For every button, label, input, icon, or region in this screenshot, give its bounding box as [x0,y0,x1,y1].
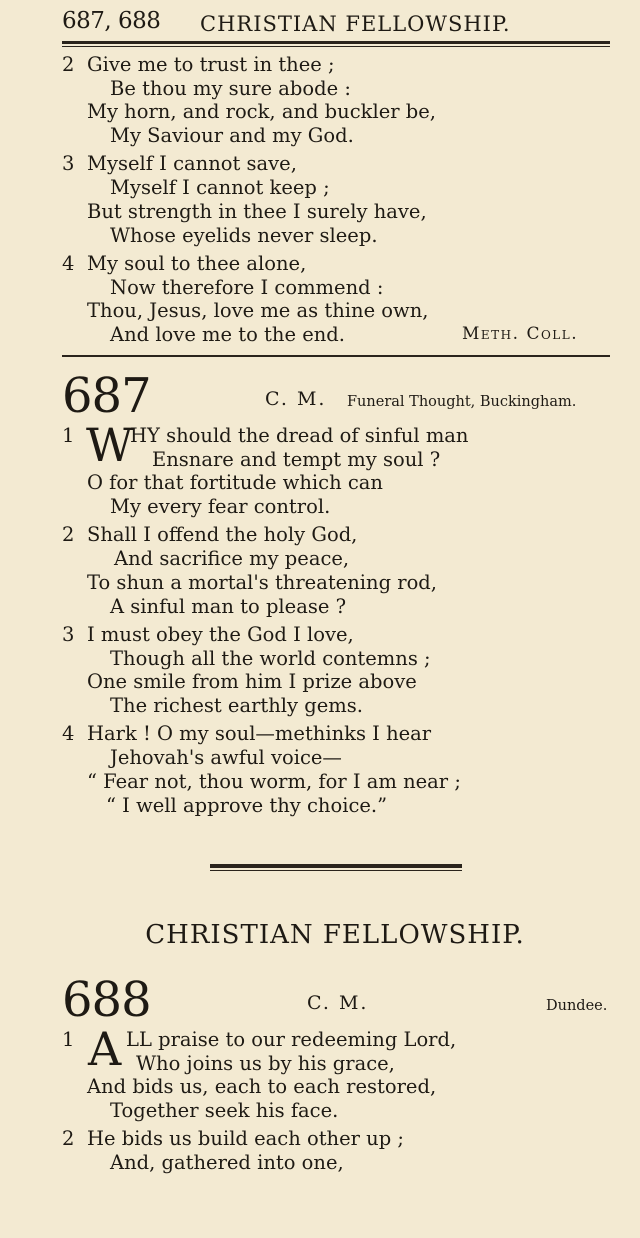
verse-line: And love me to the end. [110,323,345,346]
verse-line: And, gathered into one, [110,1151,344,1174]
verse-line: My horn, and rock, and buckler be, [87,100,436,123]
hymn-number: 687 [62,368,151,424]
verse-number: 3 [62,152,75,175]
verse-line: And bids us, each to each restored, [87,1075,437,1098]
verse-line: LL praise to our redeeming Lord, [126,1028,457,1051]
verse-line: Jehovah's awful voice— [110,746,342,769]
verse-number: 2 [62,523,75,546]
verse-number: 1 [62,424,75,447]
verse-line: My Saviour and my God. [110,124,354,147]
ornamental-rule [210,864,462,871]
verse-line: He bids us build each other up ; [87,1127,404,1150]
verse-line: Myself I cannot keep ; [110,176,330,199]
drop-cap: A [88,1022,122,1076]
running-head [62,6,610,38]
verse-number: 2 [62,1127,75,1150]
verse-line: O for that fortitude which can [87,471,383,494]
section-title: CHRISTIAN FELLOWSHIP. [145,920,525,950]
running-head-title: CHRISTIAN FELLOWSHIP. [200,12,511,36]
verse-line: Shall I offend the holy God, [87,523,358,546]
verse-line: HY should the dread of sinful man [130,424,469,447]
running-head-numbers: 687, 688 [62,8,161,34]
verse-line: Whose eyelids never sleep. [110,224,378,247]
verse-line: A sinful man to please ? [110,595,347,618]
verse-line: Be thou my sure abode : [110,77,351,100]
verse-line: Now therefore I commend : [110,276,384,299]
hymn-meter: C. M. [265,388,327,410]
hymn-tune: Dundee. [546,998,608,1014]
verse-line: Hark ! O my soul—methinks I hear [87,722,432,745]
verse-line: Though all the world contemns ; [110,647,431,670]
verse-number: 2 [62,53,75,76]
verse-line: My soul to thee alone, [87,252,307,275]
hymn-divider [62,355,610,357]
verse-line: The richest earthly gems. [110,694,363,717]
verse-line: Thou, Jesus, love me as thine own, [87,299,429,322]
verse-line: And sacrifice my peace, [114,547,350,570]
verse-number: 4 [62,252,75,275]
verse-line: Give me to trust in thee ; [87,53,335,76]
verse-line: One smile from him I prize above [87,670,417,693]
verse-number: 4 [62,722,75,745]
verse-line: “ I well approve thy choice.” [106,794,388,817]
verse-line: Together seek his face. [110,1099,339,1122]
verse-line: To shun a mortal's threatening rod, [87,571,437,594]
verse-line: I must obey the God I love, [87,623,354,646]
hymn-tune: Funeral Thought, Buckingham. [347,394,577,410]
verse-line: “ Fear not, thou worm, for I am near ; [87,770,461,793]
drop-cap: W [86,418,134,472]
verse-line: But strength in thee I surely have, [87,200,427,223]
verse-line: Ensnare and tempt my soul ? [152,448,441,471]
verse-line: Who joins us by his grace, [136,1052,395,1075]
verse-number: 3 [62,623,75,646]
header-rule [62,41,610,47]
verse-line: Myself I cannot save, [87,152,297,175]
verse-number: 1 [62,1028,75,1051]
hymn-number: 688 [62,972,151,1028]
hymn-meter: C. M. [307,992,369,1014]
attribution: Meth. Coll. [462,324,579,344]
verse-line: My every fear control. [110,495,331,518]
